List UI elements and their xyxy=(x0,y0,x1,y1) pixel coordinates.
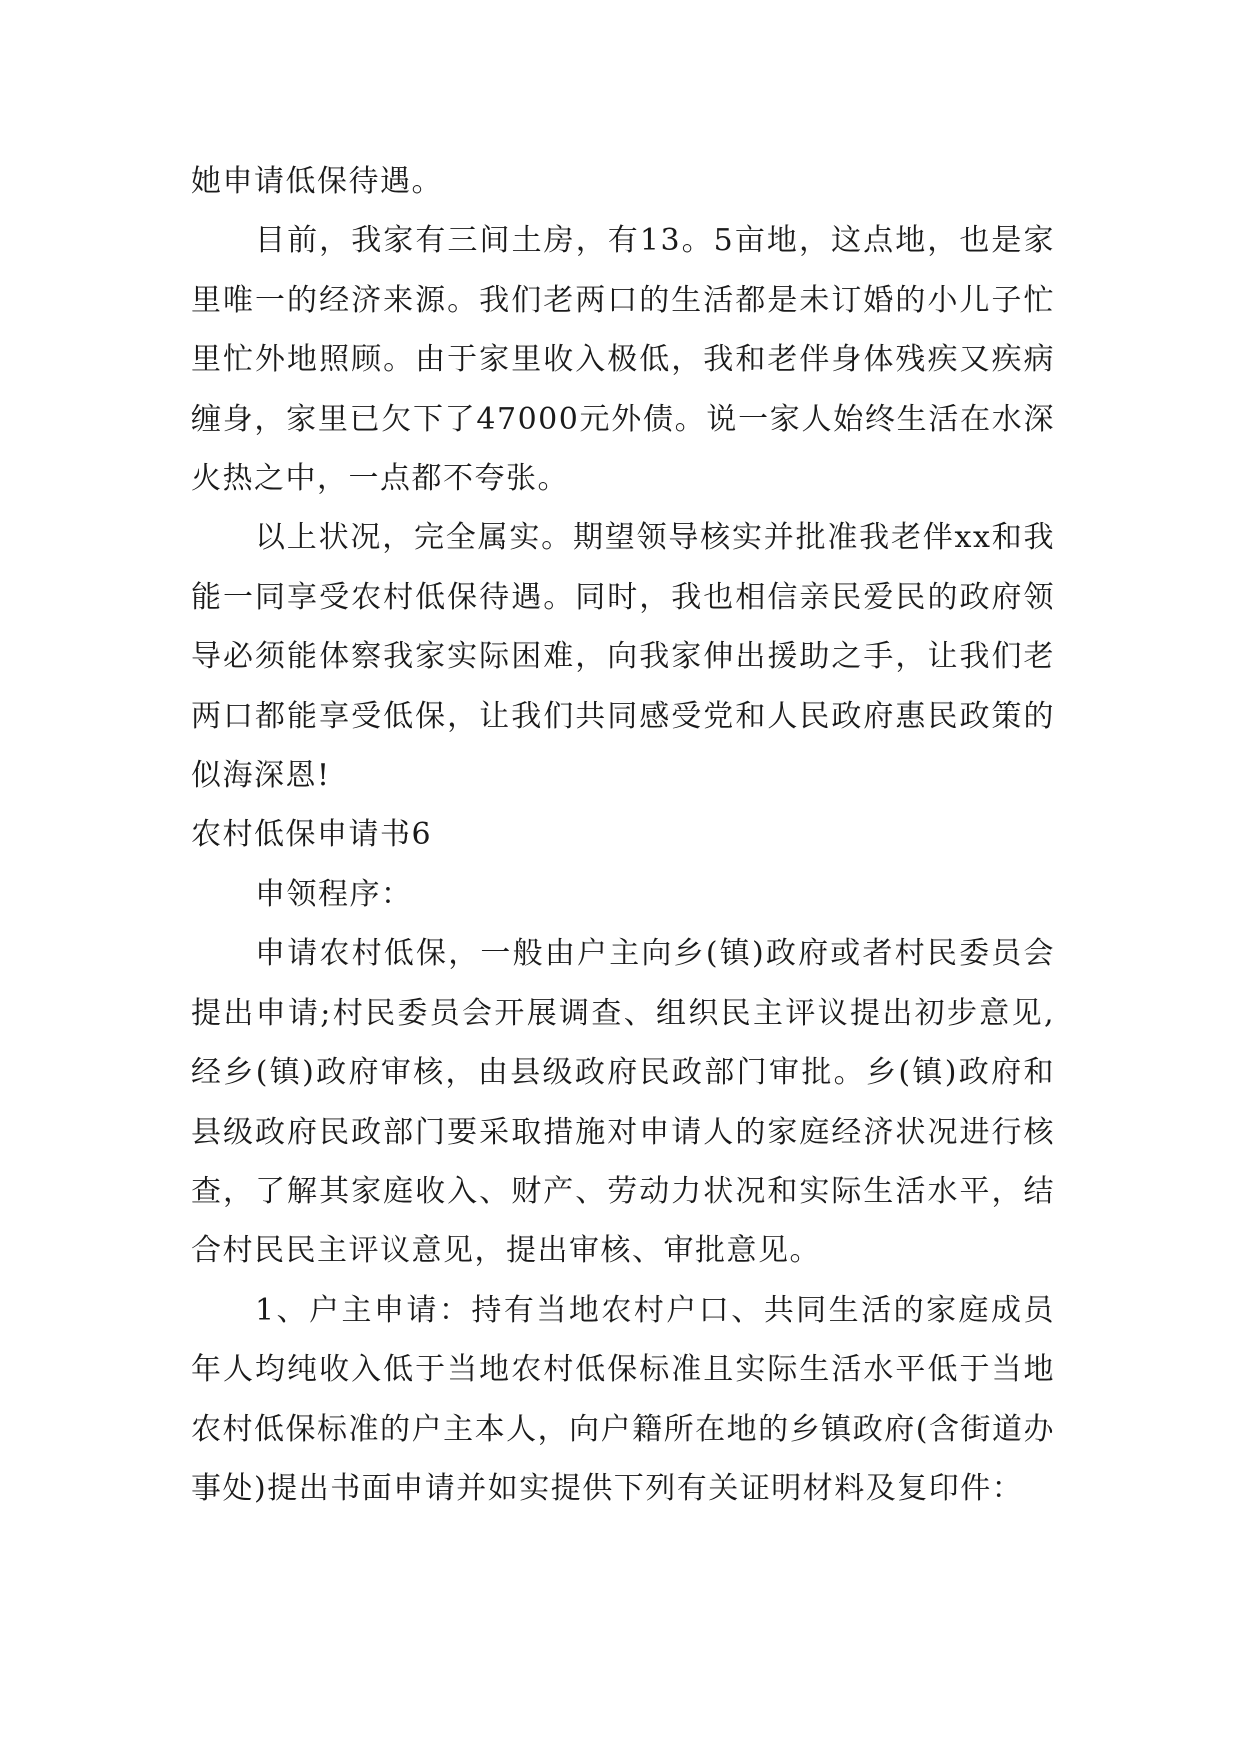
paragraph-procedure-heading: 申领程序： xyxy=(255,876,413,912)
document-body xyxy=(191,152,1055,1518)
section-title: 农村低保申请书6 xyxy=(191,817,433,853)
paragraph-request: 以上状况，完全属实。期望领导核实并批准我老伴xx和我能一同享受农村低保待遇。同时，我也相信亲民爱民的政府领导必须能体察我家实际困难，向我家伸出援助之手，让我们老两口都能享受低保，让我们共同感受党和人民政府惠民政策的似海深恩! xyxy=(191,520,1055,794)
paragraph-step-1: 1、户主申请：持有当地农村户口、共同生活的家庭成员年人均纯收入低于当地农村低保标准且实际生活水平低于当地农村低保标准的户主本人，向户籍所在地的乡镇政府(含街道办事处)提出书面申请并如实提供下列有关证明材料及复印件： xyxy=(191,1292,1055,1506)
paragraph-continuation: 她申请低保待遇。 xyxy=(191,164,443,199)
paragraph-procedure-description: 申请农村低保，一般由户主向乡(镇)政府或者村民委员会提出申请;村民委员会开展调查、组织民主评议提出初步意见,经乡(镇)政府审核，由县级政府民政部门审批。乡(镇)政府和县级政府民政部门要采取措施对申请人的家庭经济状况进行核查，了解其家庭收入、财产、劳动力状况和实际生活水平，结合村民民主评议意见，提出审核、审批意见。 xyxy=(191,936,1055,1269)
paragraph-household-situation: 目前，我家有三间土房，有13。5亩地，这点地，也是家里唯一的经济来源。我们老两口的生活都是未订婚的小儿子忙里忙外地照顾。由于家里收入极低，我和老伴身体残疾又疾病缠身，家里已欠下了47000元外债。说一家人始终生活在水深火热之中，一点都不夸张。 xyxy=(191,223,1055,497)
